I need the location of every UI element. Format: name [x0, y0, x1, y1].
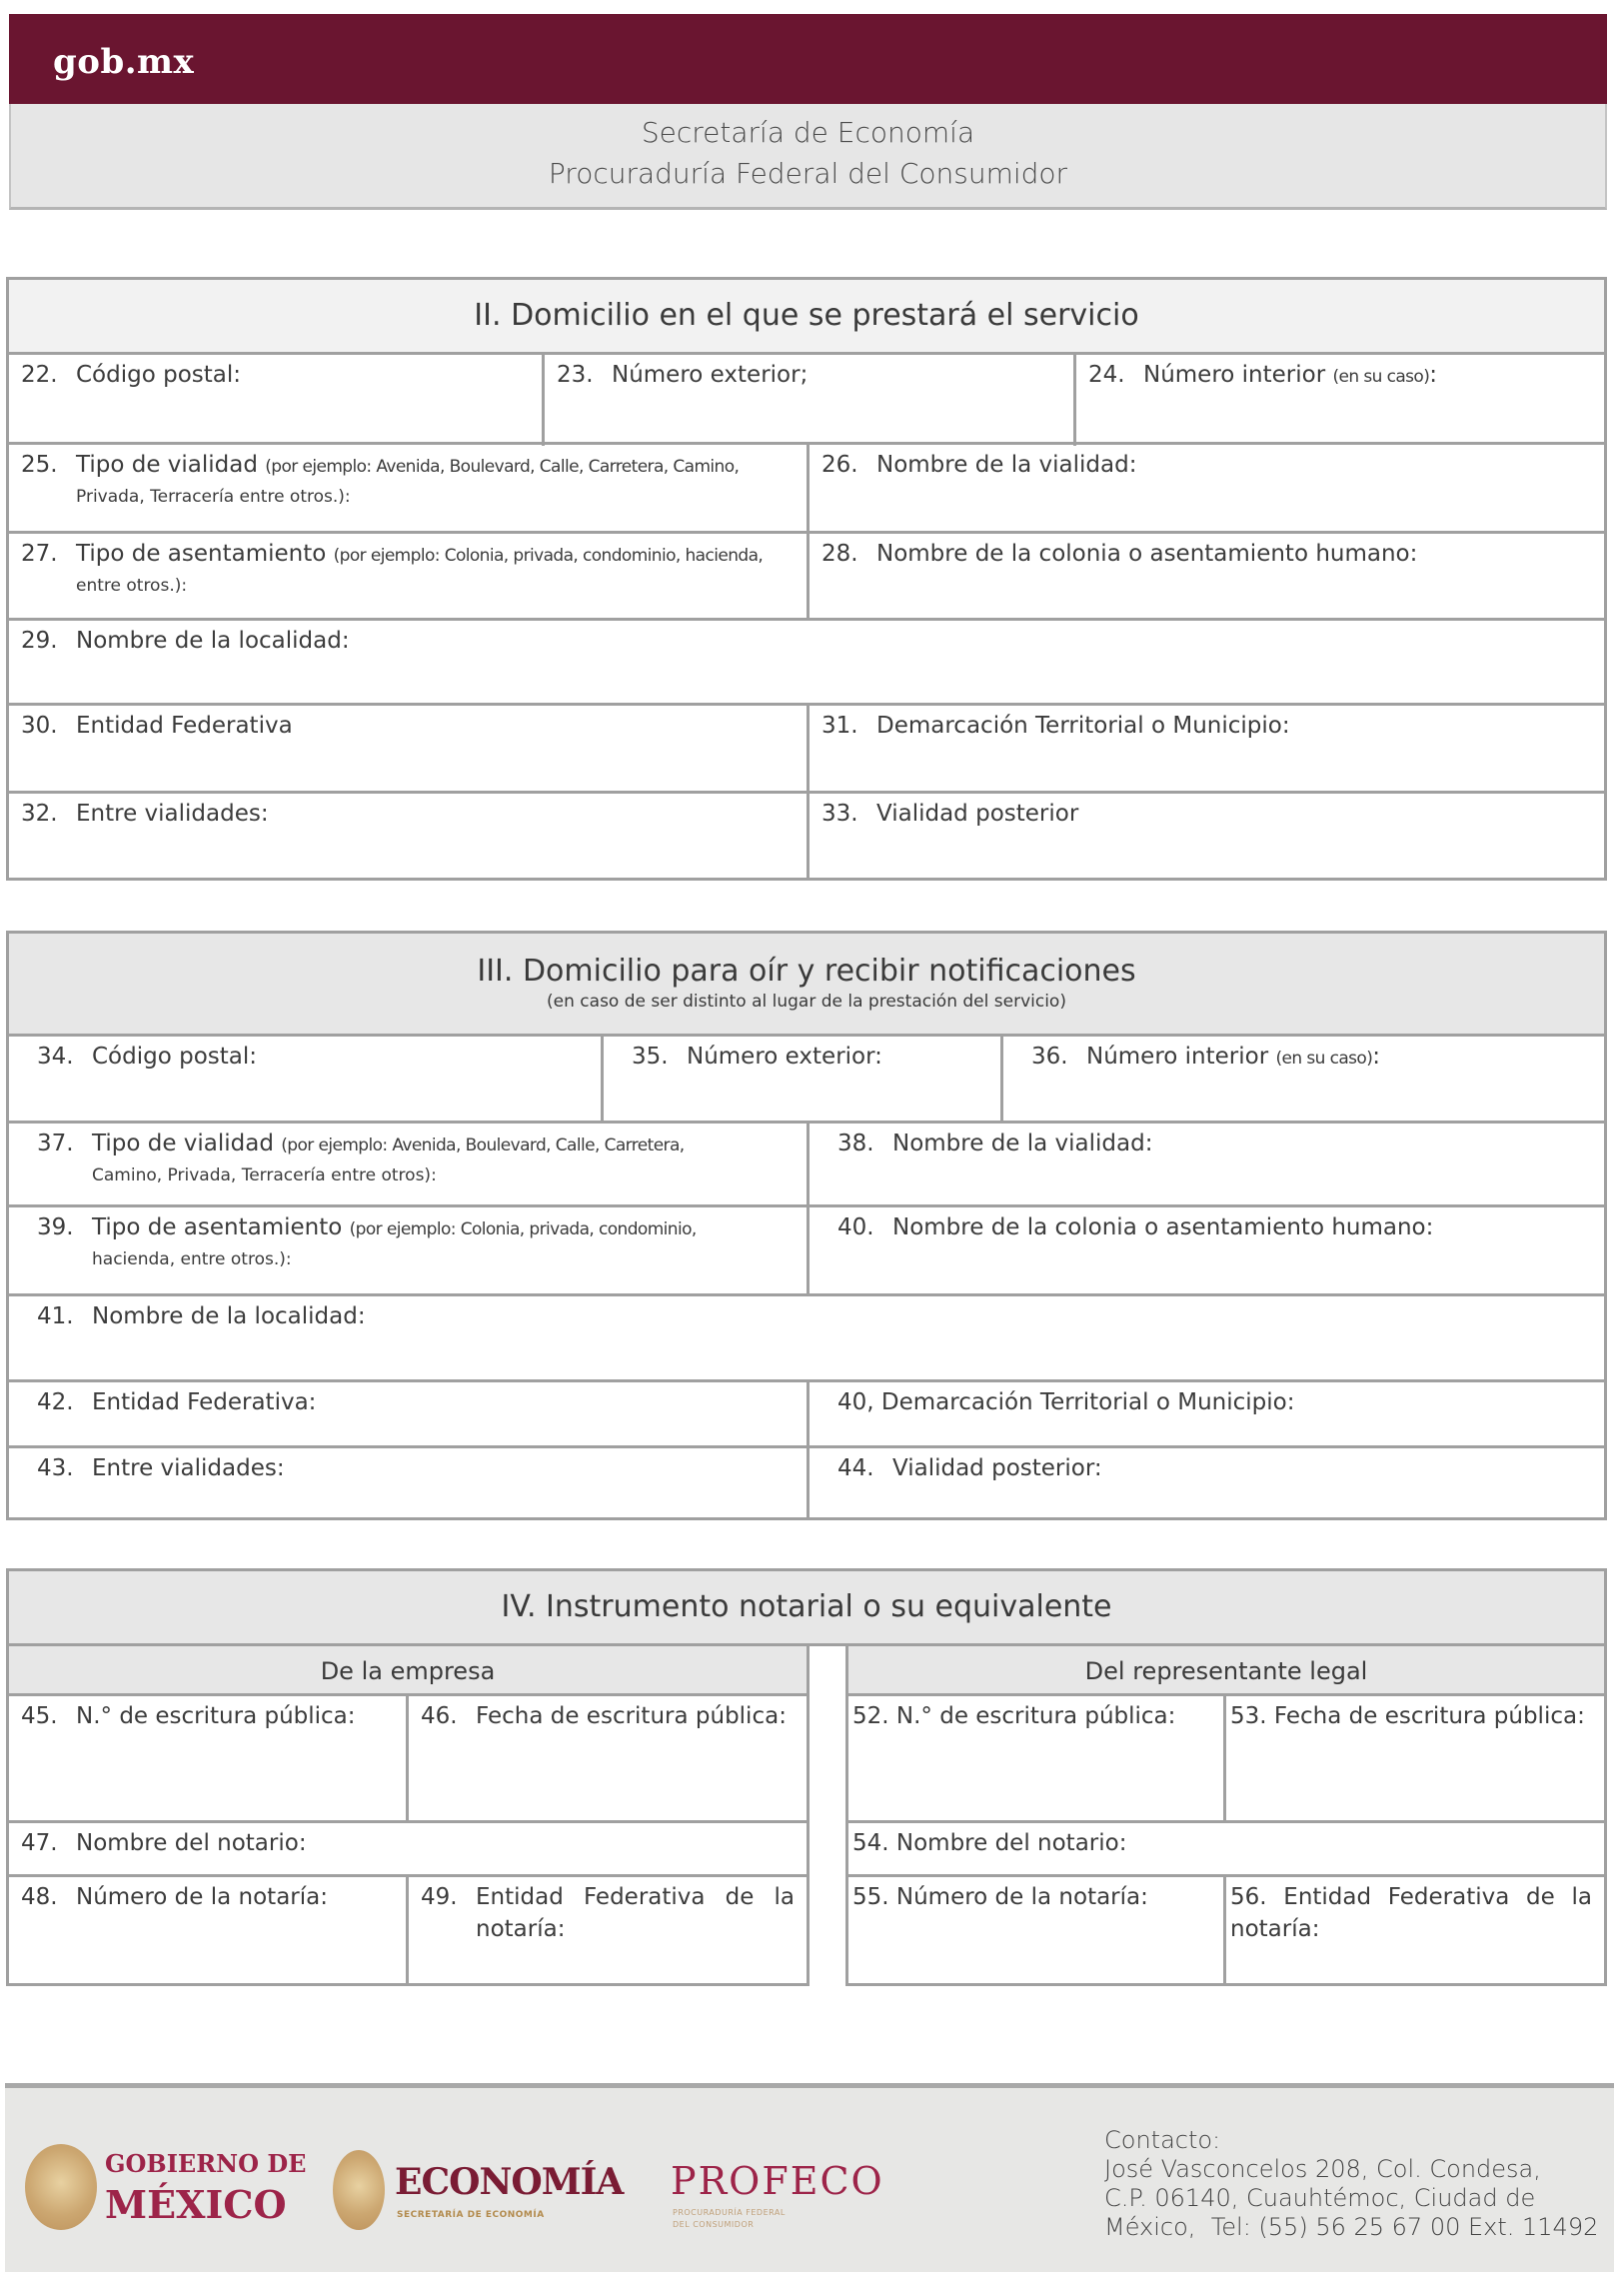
- field-label: Entidad Federativa: [76, 713, 293, 739]
- field-number: 23.: [557, 362, 594, 388]
- field-label: Nombre de la vialidad:: [876, 452, 1137, 478]
- field-25-tipo-vialidad[interactable]: [6, 442, 810, 532]
- empresa-header: [9, 1646, 807, 1696]
- field-number: 24.: [1088, 362, 1125, 388]
- field-33-vialidad-posterior[interactable]: [807, 791, 1604, 878]
- field-55-numero-notaria[interactable]: [845, 1874, 1226, 1983]
- field-53-fecha-escritura[interactable]: [1223, 1693, 1604, 1823]
- field-label: Número exterior:: [687, 1044, 882, 1070]
- contact-address-line-1: José Vasconcelos 208, Col. Condesa,: [1104, 2155, 1541, 2183]
- field-label: Nombre de la vialidad:: [892, 1131, 1153, 1156]
- section-iii-table: [6, 931, 1607, 1520]
- contact-heading: Contacto:: [1104, 2126, 1221, 2154]
- field-label: Demarcación Territorial o Municipio:: [876, 713, 1290, 739]
- field-number: 25.: [21, 452, 58, 478]
- field-39-tipo-asentamiento[interactable]: [6, 1204, 810, 1296]
- field-note: (por ejemplo: Colonia, privada, condominio,: [349, 1219, 697, 1239]
- field-number: 43.: [37, 1455, 74, 1481]
- section-iv-table: [6, 1568, 1607, 1992]
- field-note-continued: [37, 1245, 798, 1273]
- gobierno-logo-line1: GOBIERNO DE: [105, 2149, 307, 2178]
- field-number: 26.: [821, 452, 858, 478]
- field-label: Vialidad posterior:: [892, 1455, 1102, 1481]
- field-34-codigo-postal[interactable]: [6, 1034, 601, 1124]
- secretaria-title: Secretaría de Economía: [641, 116, 975, 149]
- field-label: N.° de escritura pública:: [76, 1703, 356, 1729]
- field-number: 40.: [837, 1214, 874, 1240]
- field-number: 37.: [37, 1131, 74, 1156]
- gob-mx-logo[interactable]: gob.mx: [53, 42, 195, 82]
- contact-info: [1104, 2126, 1598, 2242]
- field-label: Número interior: [1086, 1044, 1269, 1070]
- field-number: 35.: [632, 1044, 669, 1070]
- field-number: 44.: [837, 1455, 874, 1481]
- field-54-nombre-notario[interactable]: [845, 1820, 1604, 1877]
- profeco-logo-subtitle-1: PROCURADURÍA FEDERAL: [673, 2208, 786, 2217]
- field-number: 46.: [421, 1703, 458, 1729]
- field-number: 49.: [421, 1884, 458, 1910]
- national-seal-icon: [333, 2150, 385, 2230]
- field-note: (en su caso): [1275, 1049, 1373, 1069]
- field-suffix: :: [431, 1165, 437, 1185]
- field-label: 54. Nombre del notario:: [852, 1830, 1127, 1856]
- field-label: Entre vialidades:: [92, 1455, 285, 1481]
- field-suffix: :: [1372, 1044, 1381, 1070]
- field-number: 34.: [37, 1044, 74, 1070]
- representante-table: [845, 1643, 1607, 1986]
- field-52-numero-escritura[interactable]: [845, 1693, 1226, 1823]
- field-label: Código postal:: [76, 362, 242, 388]
- field-number: 28.: [821, 541, 858, 567]
- field-line: [37, 1128, 798, 1161]
- field-note-2: Privada, Terracería entre otros.): [76, 487, 345, 507]
- field-46-fecha-escritura[interactable]: [406, 1693, 807, 1823]
- field-label: 52. N.° de escritura pública:: [852, 1703, 1176, 1729]
- field-label: Nombre de la localidad:: [92, 1303, 366, 1329]
- field-note: (por ejemplo: Colonia, privada, condominio, hacienda,: [333, 546, 764, 566]
- field-label: 55. Número de la notaría:: [852, 1884, 1148, 1910]
- field-note: (en su caso): [1332, 367, 1430, 387]
- field-label: 40, Demarcación Territorial o Municipio:: [837, 1389, 1295, 1415]
- section-iv-title: IV. Instrumento notarial o su equivalente: [501, 1589, 1112, 1624]
- field-line: [1031, 1041, 1592, 1075]
- field-note: (por ejemplo: Avenida, Boulevard, Calle, Carretera,: [281, 1136, 685, 1155]
- field-label: Número de la notaría:: [76, 1884, 328, 1910]
- field-label: Vialidad posterior: [876, 801, 1079, 827]
- field-41-nombre-localidad[interactable]: [6, 1293, 1604, 1382]
- field-number: 29.: [21, 628, 58, 654]
- field-label: Entre vialidades:: [76, 801, 269, 827]
- section-ii-header: [9, 280, 1604, 352]
- field-28-nombre-colonia[interactable]: [807, 531, 1604, 619]
- field-40-demarcacion-municipio[interactable]: [807, 1379, 1604, 1448]
- section-ii-title: II. Domicilio en el que se prestará el servicio: [474, 298, 1139, 333]
- field-number: 41.: [37, 1303, 74, 1329]
- footer: [5, 2083, 1614, 2272]
- field-label: Nombre de la colonia o asentamiento humano:: [892, 1214, 1434, 1240]
- economia-logo-subtitle: SECRETARÍA DE ECONOMÍA: [397, 2210, 545, 2220]
- field-label: Nombre de la localidad:: [76, 628, 350, 654]
- field-number: 45.: [21, 1703, 58, 1729]
- field-40-nombre-colonia[interactable]: [807, 1204, 1604, 1296]
- field-number: 42.: [37, 1389, 74, 1415]
- field-43-entre-vialidades[interactable]: [6, 1445, 810, 1517]
- organization-banner: [9, 104, 1607, 210]
- field-49-entidad-notaria[interactable]: [406, 1874, 807, 1983]
- field-label: Tipo de asentamiento: [76, 541, 327, 567]
- field-label: Número exterior;: [612, 362, 809, 388]
- field-line: [21, 449, 798, 483]
- field-label: Número interior: [1143, 362, 1326, 388]
- field-31-demarcacion-municipio[interactable]: [807, 703, 1604, 792]
- field-number: 39.: [37, 1214, 74, 1240]
- field-label: Tipo de asentamiento: [92, 1214, 343, 1240]
- representante-title: Del representante legal: [1084, 1657, 1368, 1685]
- field-number: 30.: [21, 713, 58, 739]
- field-number: 32.: [21, 801, 58, 827]
- section-iii-title: III. Domicilio para oír y recibir notificaciones: [477, 954, 1136, 989]
- profeco-logo[interactable]: [671, 2132, 930, 2242]
- field-label: 56. Entidad Federativa de la notaría:: [1230, 1884, 1592, 1942]
- field-45-numero-escritura[interactable]: [6, 1693, 408, 1823]
- field-note-continued: [21, 483, 798, 511]
- field-label: Fecha de escritura pública:: [476, 1703, 787, 1729]
- field-number: 31.: [821, 713, 858, 739]
- field-32-entre-vialidades[interactable]: [6, 791, 810, 878]
- field-48-numero-notaria[interactable]: [6, 1874, 408, 1983]
- field-24-numero-interior[interactable]: [1073, 352, 1604, 446]
- field-suffix: :: [181, 576, 188, 596]
- field-44-vialidad-posterior[interactable]: [807, 1445, 1604, 1517]
- field-30-entidad-federativa[interactable]: [6, 703, 810, 792]
- field-note-continued: [21, 572, 798, 600]
- field-note-2: Camino, Privada, Terracería entre otros): [92, 1165, 432, 1185]
- field-suffix: :: [344, 487, 351, 507]
- economia-logo[interactable]: [333, 2132, 623, 2242]
- field-number: 27.: [21, 541, 58, 567]
- field-note-2: hacienda, entre otros.): [92, 1249, 286, 1269]
- section-iii-subtitle: (en caso de ser distinto al lugar de la prestación del servicio): [547, 992, 1066, 1012]
- gob-mx-banner: [9, 14, 1607, 104]
- field-number: 47.: [21, 1830, 58, 1856]
- empresa-title: De la empresa: [320, 1657, 496, 1685]
- contact-address-line-3: México, Tel: (55) 56 25 67 00 Ext. 11492: [1104, 2213, 1599, 2241]
- field-35-numero-exterior[interactable]: [601, 1034, 1003, 1124]
- field-suffix: :: [1429, 362, 1438, 388]
- field-label: Nombre de la colonia o asentamiento humano:: [876, 541, 1418, 567]
- field-label: Código postal:: [92, 1044, 258, 1070]
- field-number: 48.: [21, 1884, 58, 1910]
- representante-header: [848, 1646, 1604, 1696]
- field-number: 33.: [821, 801, 858, 827]
- section-iv-header: [6, 1568, 1607, 1646]
- field-36-numero-interior[interactable]: [1000, 1034, 1604, 1124]
- field-note-continued: [37, 1161, 798, 1189]
- contact-address-line-2: C.P. 06140, Cuauhtémoc, Ciudad de: [1104, 2184, 1536, 2212]
- field-label: Nombre del notario:: [76, 1830, 307, 1856]
- national-seal-icon: [25, 2144, 97, 2230]
- field-22-codigo-postal[interactable]: [6, 352, 542, 446]
- field-27-tipo-asentamiento[interactable]: [6, 531, 810, 619]
- gobierno-logo-line2: MÉXICO: [105, 2182, 287, 2227]
- field-label: Entidad Federativa de la notaría:: [476, 1884, 795, 1942]
- field-38-nombre-vialidad[interactable]: [807, 1121, 1604, 1207]
- field-label: Tipo de vialidad: [76, 452, 258, 478]
- empresa-table: [6, 1643, 810, 1986]
- field-37-tipo-vialidad[interactable]: [6, 1121, 810, 1207]
- field-number: 38.: [837, 1131, 874, 1156]
- field-29-nombre-localidad[interactable]: [6, 618, 1604, 704]
- field-line: [21, 538, 798, 572]
- economia-logo-text: ECONOMÍA: [395, 2161, 624, 2203]
- section-ii-table: [6, 277, 1607, 881]
- profeco-logo-text: PROFECO: [671, 2159, 884, 2203]
- gobierno-mexico-logo[interactable]: [25, 2132, 307, 2242]
- field-number: 36.: [1031, 1044, 1068, 1070]
- field-42-entidad-federativa[interactable]: [6, 1379, 810, 1448]
- profeco-logo-subtitle-2: DEL CONSUMIDOR: [673, 2220, 755, 2229]
- procuraduria-title: Procuraduría Federal del Consumidor: [548, 157, 1068, 190]
- field-note-2: entre otros.): [76, 576, 182, 596]
- field-number: 22.: [21, 362, 58, 388]
- field-label: 53. Fecha de escritura pública:: [1230, 1703, 1585, 1729]
- field-suffix: :: [285, 1249, 292, 1269]
- field-23-numero-exterior[interactable]: [542, 352, 1073, 446]
- section-iii-header: [9, 934, 1604, 1034]
- field-line: [37, 1211, 798, 1245]
- field-label: Entidad Federativa:: [92, 1389, 317, 1415]
- field-26-nombre-vialidad[interactable]: [807, 442, 1604, 532]
- field-47-nombre-notario[interactable]: [6, 1820, 807, 1877]
- field-56-entidad-notaria[interactable]: [1223, 1874, 1604, 1983]
- field-note: (por ejemplo: Avenida, Boulevard, Calle, Carretera, Camino,: [265, 457, 740, 477]
- field-line: [1088, 359, 1592, 393]
- field-label: Tipo de vialidad: [92, 1131, 274, 1156]
